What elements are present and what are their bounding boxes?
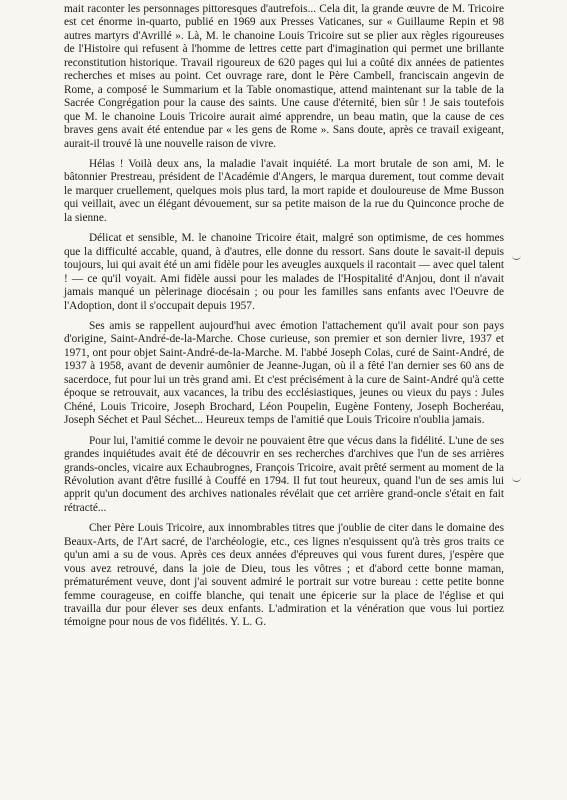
paragraph-farewell: Cher Père Louis Tricoire, aux innombrables titres que j'oublie de citer dans le domaine des Beaux-Arts, de l'Art sacré, de l'archéologie, etc., ces lignes n'esquissent qu'à très gros traits ce qu'un ami a su de vous. Après ces deux années d'épreuves qui vous furent dures, j'espère que vous avez retrouvé, dans la joie de Dieu, tous les vôtres ; et d'abord cette bonne maman, prématurément veuve, dont j'ai souvent admiré le portrait sur votre bureau : cette petite bonne femme courageuse, en coiffe blanche, qui tenait une épicerie sur la place de l'église et qui travailla dur pour élever ses deux enfants. L'admiration et la vénération que vous lui portiez témoigne pour nous de vos fidélités. Y. L. G. <box>64 522 504 629</box>
paragraph-illness: Hélas ! Voilà deux ans, la maladie l'avait inquiété. La mort brutale de son ami, M. le bâtonnier Prestreau, président de l'Académie d'Angers, le marqua durement, tout comme devait le marquer cruellement, quelques mois plus tard, la mort rapide et douloureuse de Mme Busson qui veillait, avec un élégant dévouement, sur sa petite maison de la rue du Quinconce proche de la sienne. <box>64 157 504 224</box>
margin-mark-top <box>512 254 521 260</box>
paragraph-magnum-opus: mait raconter les personnages pittoresques d'autrefois... Cela dit, la grande œuvre de M. Tricoire est cet énorme in-quarto, publié en 1969 aux Presses Vaticanes, sur « Guillaume Repin et 98 autres martyrs d'Avrillé ». Là, M. le chanoine Louis Tricoire sut se plier aux règles rigoureuses de l'Histoire qui refusent à l'homme de lettres cette part d'imagination qui permet une brillante reconstitution historique. Travail rigoureux de 620 pages qui lui a coûté dix années de patientes recherches et mises au point. Cet ouvrage rare, dont le Père Cambell, franciscain angevin de Rome, a composé le Summarium et la Table onomastique, attend maintenant sur la table de la Sacrée Congrégation pour la cause des saints. Une cause d'éternité, bien sûr ! Je sais toutefois que M. le chanoine Louis Tricoire aurait aimé apprendre, un beau matin, que la cause de ces braves gens avait été entendue par « les gens de Rome ». Sans doute, après ce travail exigeant, aurait-il trouvé là une nouvelle raison de vivre. <box>64 3 504 150</box>
paragraph-sensitivity: Délicat et sensible, M. le chanoine Tricoire était, malgré son optimisme, de ces hommes que la difficulté accable, quand, à d'autres, elle donne du ressort. Sans doute le savait-il depuis toujours, lui qui avait été un ami fidèle pour les aveugles auxquels il racontait — avec quel talent ! — ce qu'il voyait. Ami fidèle aussi pour les malades de l'Hospitalité d'Anjou, dont il n'avait jamais manqué un pèlerinage diocésain ; ou pour les familles sans enfants avec l'Oeuvre de l'Adoption, dont il s'occupait depuis 1957. <box>64 232 504 312</box>
article-body <box>64 3 504 637</box>
paragraph-fidelity: Pour lui, l'amitié comme le devoir ne pouvaient être que vécus dans la fidélité. L'une de ses grandes inquiétudes avait été de découvrir en ses recherches d'archives que l'un de ses arrières grands-oncles, vicaire aux Echaubrognes, François Tricoire, avait prêté serment au moment de la Révolution avant d'être fusillé à Couffé en 1794. Il fut tout heureux, quand l'un de ses amis lui apprit qu'un document des archives nationales révélait que cet arrière grand-oncle s'était en fait rétracté... <box>64 434 504 514</box>
margin-mark-bottom <box>512 476 521 482</box>
paragraph-homeland: Ses amis se rappellent aujourd'hui avec émotion l'attachement qu'il avait pour son pays d'origine, Saint-André-de-la-Marche. Chose curieuse, son premier et son dernier livre, 1937 et 1971, ont pour objet Saint-André-de-la-Marche. M. l'abbé Joseph Colas, curé de Saint-André, de 1937 à 1958, avant de devenir aumônier de Jeanne-Jugan, où il a fêté l'an dernier ses 60 ans de sacerdoce, fut pour lui un très grand ami. Et c'est précisément à la cure de Saint-André qu'à cette époque se retrouvait, aux vacances, la tribu des ecclésiastiques, jeunes ou vieux du pays : Jules Chéné, Louis Tricoire, Joseph Brochard, Léon Poupelin, Eugène Fonteny, Joseph Bocheréau, Joseph Séchet et Paul Séchet... Heureux temps de l'amitié que Louis Tricoire n'oublia jamais. <box>64 319 504 427</box>
